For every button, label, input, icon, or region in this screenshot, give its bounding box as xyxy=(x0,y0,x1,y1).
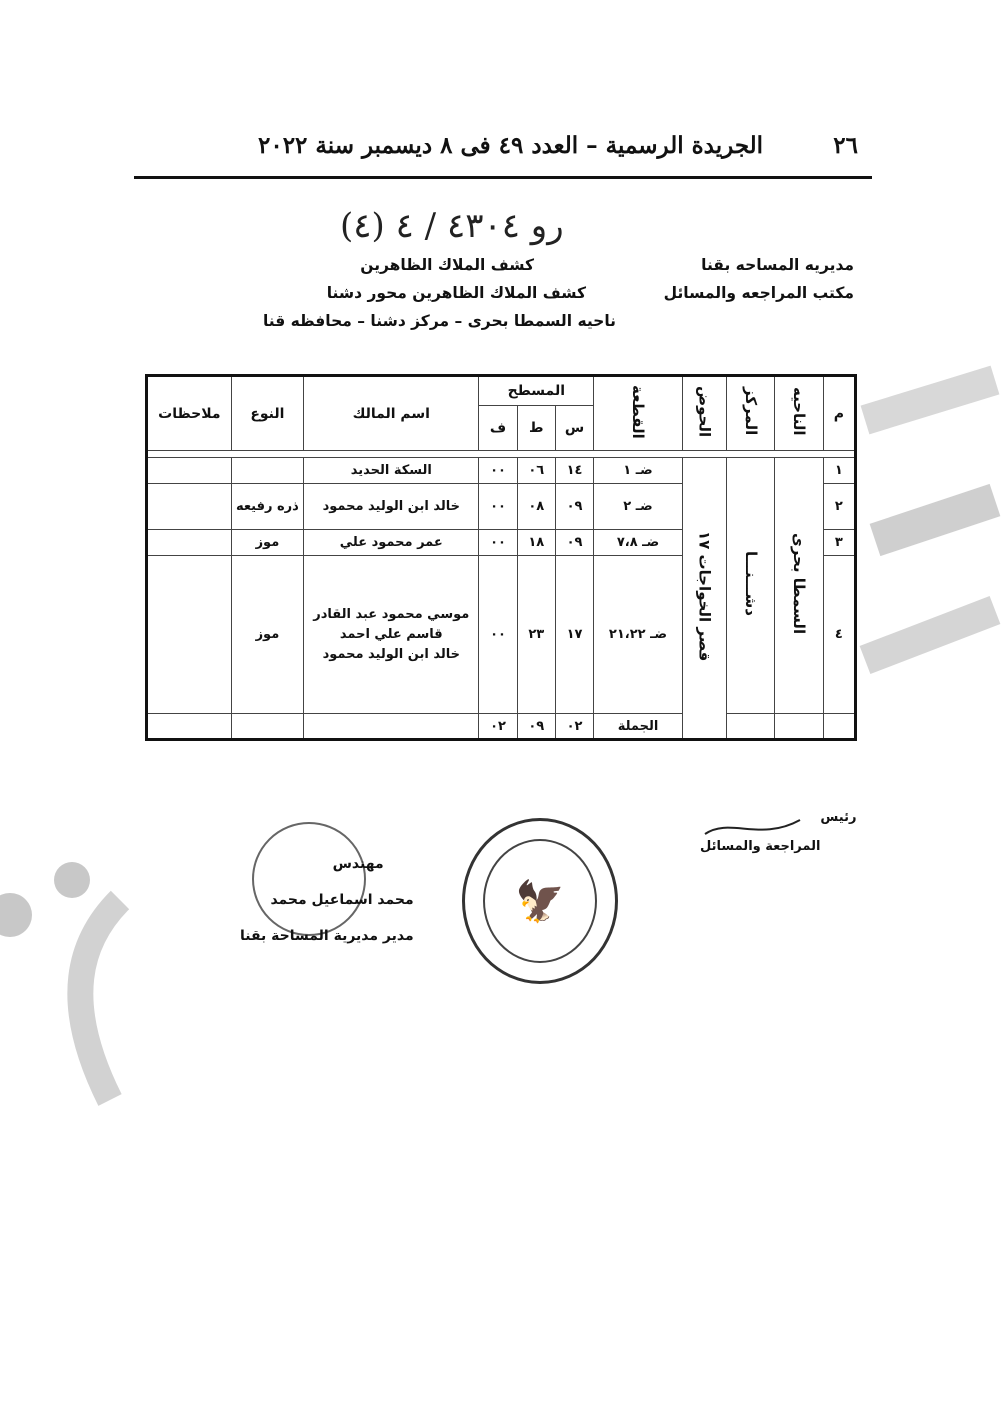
location-line: ناحيه السمطا بحرى – مركز دشنا – محافظه قنا xyxy=(262,312,616,330)
table-row: ٤ ضـ ٢١،٢٢ ١٧ ٢٣ ٠٠ موسي محمود عبد القادر قاسم علي احمد خالد ابن الوليد محمود موز xyxy=(147,556,856,714)
total-label: الجملة xyxy=(594,714,683,740)
total-row: الجملة ٠٢ ٠٩ ٠٢ xyxy=(147,714,856,740)
col-notes: ملاحظات xyxy=(147,376,232,451)
table-row: ٣ ضـ ٧،٨ ٠٩ ١٨ ٠٠ عمر محمود علي موز xyxy=(147,530,856,556)
right-sig-title: رئيس xyxy=(820,810,857,825)
directorate: مديريه المساحه بقنا xyxy=(701,256,854,274)
survey-title-1: كشف الملاك الظاهرين xyxy=(360,256,534,274)
owners-table xyxy=(145,374,857,741)
watermark-left-icon xyxy=(0,860,135,1110)
merged-markaz: دشـــنـــا xyxy=(727,458,775,714)
handwritten-note: رو ٤٣٠٤ / ٤ (٤) xyxy=(340,206,564,246)
left-signature-block xyxy=(240,846,414,954)
col-qetaa: القطعة xyxy=(594,376,683,451)
survey-title-2: كشف الملاك الظاهرين محور دشنا xyxy=(326,284,586,302)
left-sig-title: مهندس xyxy=(332,856,384,872)
owner-line-1: موسي محمود عبد القادر xyxy=(313,606,470,622)
header-rule xyxy=(134,176,872,179)
owner-line-2: قاسم علي احمد xyxy=(339,626,443,642)
left-sig-role: مدير مديرية المساحة بقنا xyxy=(240,928,414,944)
col-markaz: المركز xyxy=(727,376,775,451)
office: مكتب المراجعه والمسائل xyxy=(663,284,854,302)
col-t: ط xyxy=(517,406,555,451)
signature-scribble-icon xyxy=(700,812,810,842)
page-number: ٢٦ xyxy=(833,131,858,159)
watermark-right-icon xyxy=(855,360,1004,760)
left-sig-name: محمد اسماعيل محمد xyxy=(270,892,414,908)
table-row: ٢ ضـ ٢ ٠٩ ٠٨ ٠٠ خالد ابن الوليد محمود ذره رفيعه xyxy=(147,484,856,530)
owner-line-3: خالد ابن الوليد محمود xyxy=(322,646,460,662)
col-num: م xyxy=(823,376,855,451)
col-owner: اسم المالك xyxy=(304,376,479,451)
official-stamp xyxy=(462,818,618,984)
col-nahia: الناحيه xyxy=(775,376,823,451)
col-area: المسطح xyxy=(479,376,594,406)
col-s: س xyxy=(555,406,593,451)
gazette-title: الجريدة الرسمية – العدد ٤٩ فى ٨ ديسمبر سنة ٢٠٢٢ xyxy=(258,131,764,159)
right-sig-role: المراجعة والمسائل xyxy=(700,839,821,854)
col-f: ف xyxy=(479,406,517,451)
eagle-emblem-icon: 🦅 xyxy=(483,839,597,963)
table-row: ١ السمطا بحرى دشـــنـــا قصر الخواجات ١٧ ضـ ١ ١٤ ٠٦ ٠٠ السكة الحديد xyxy=(147,458,856,484)
col-type: النوع xyxy=(231,376,304,451)
merged-nahia: السمطا بحرى xyxy=(775,458,823,714)
merged-hod: قصر الخواجات ١٧ xyxy=(682,458,726,740)
page-header xyxy=(258,128,858,162)
col-hod: الحوض xyxy=(682,376,726,451)
